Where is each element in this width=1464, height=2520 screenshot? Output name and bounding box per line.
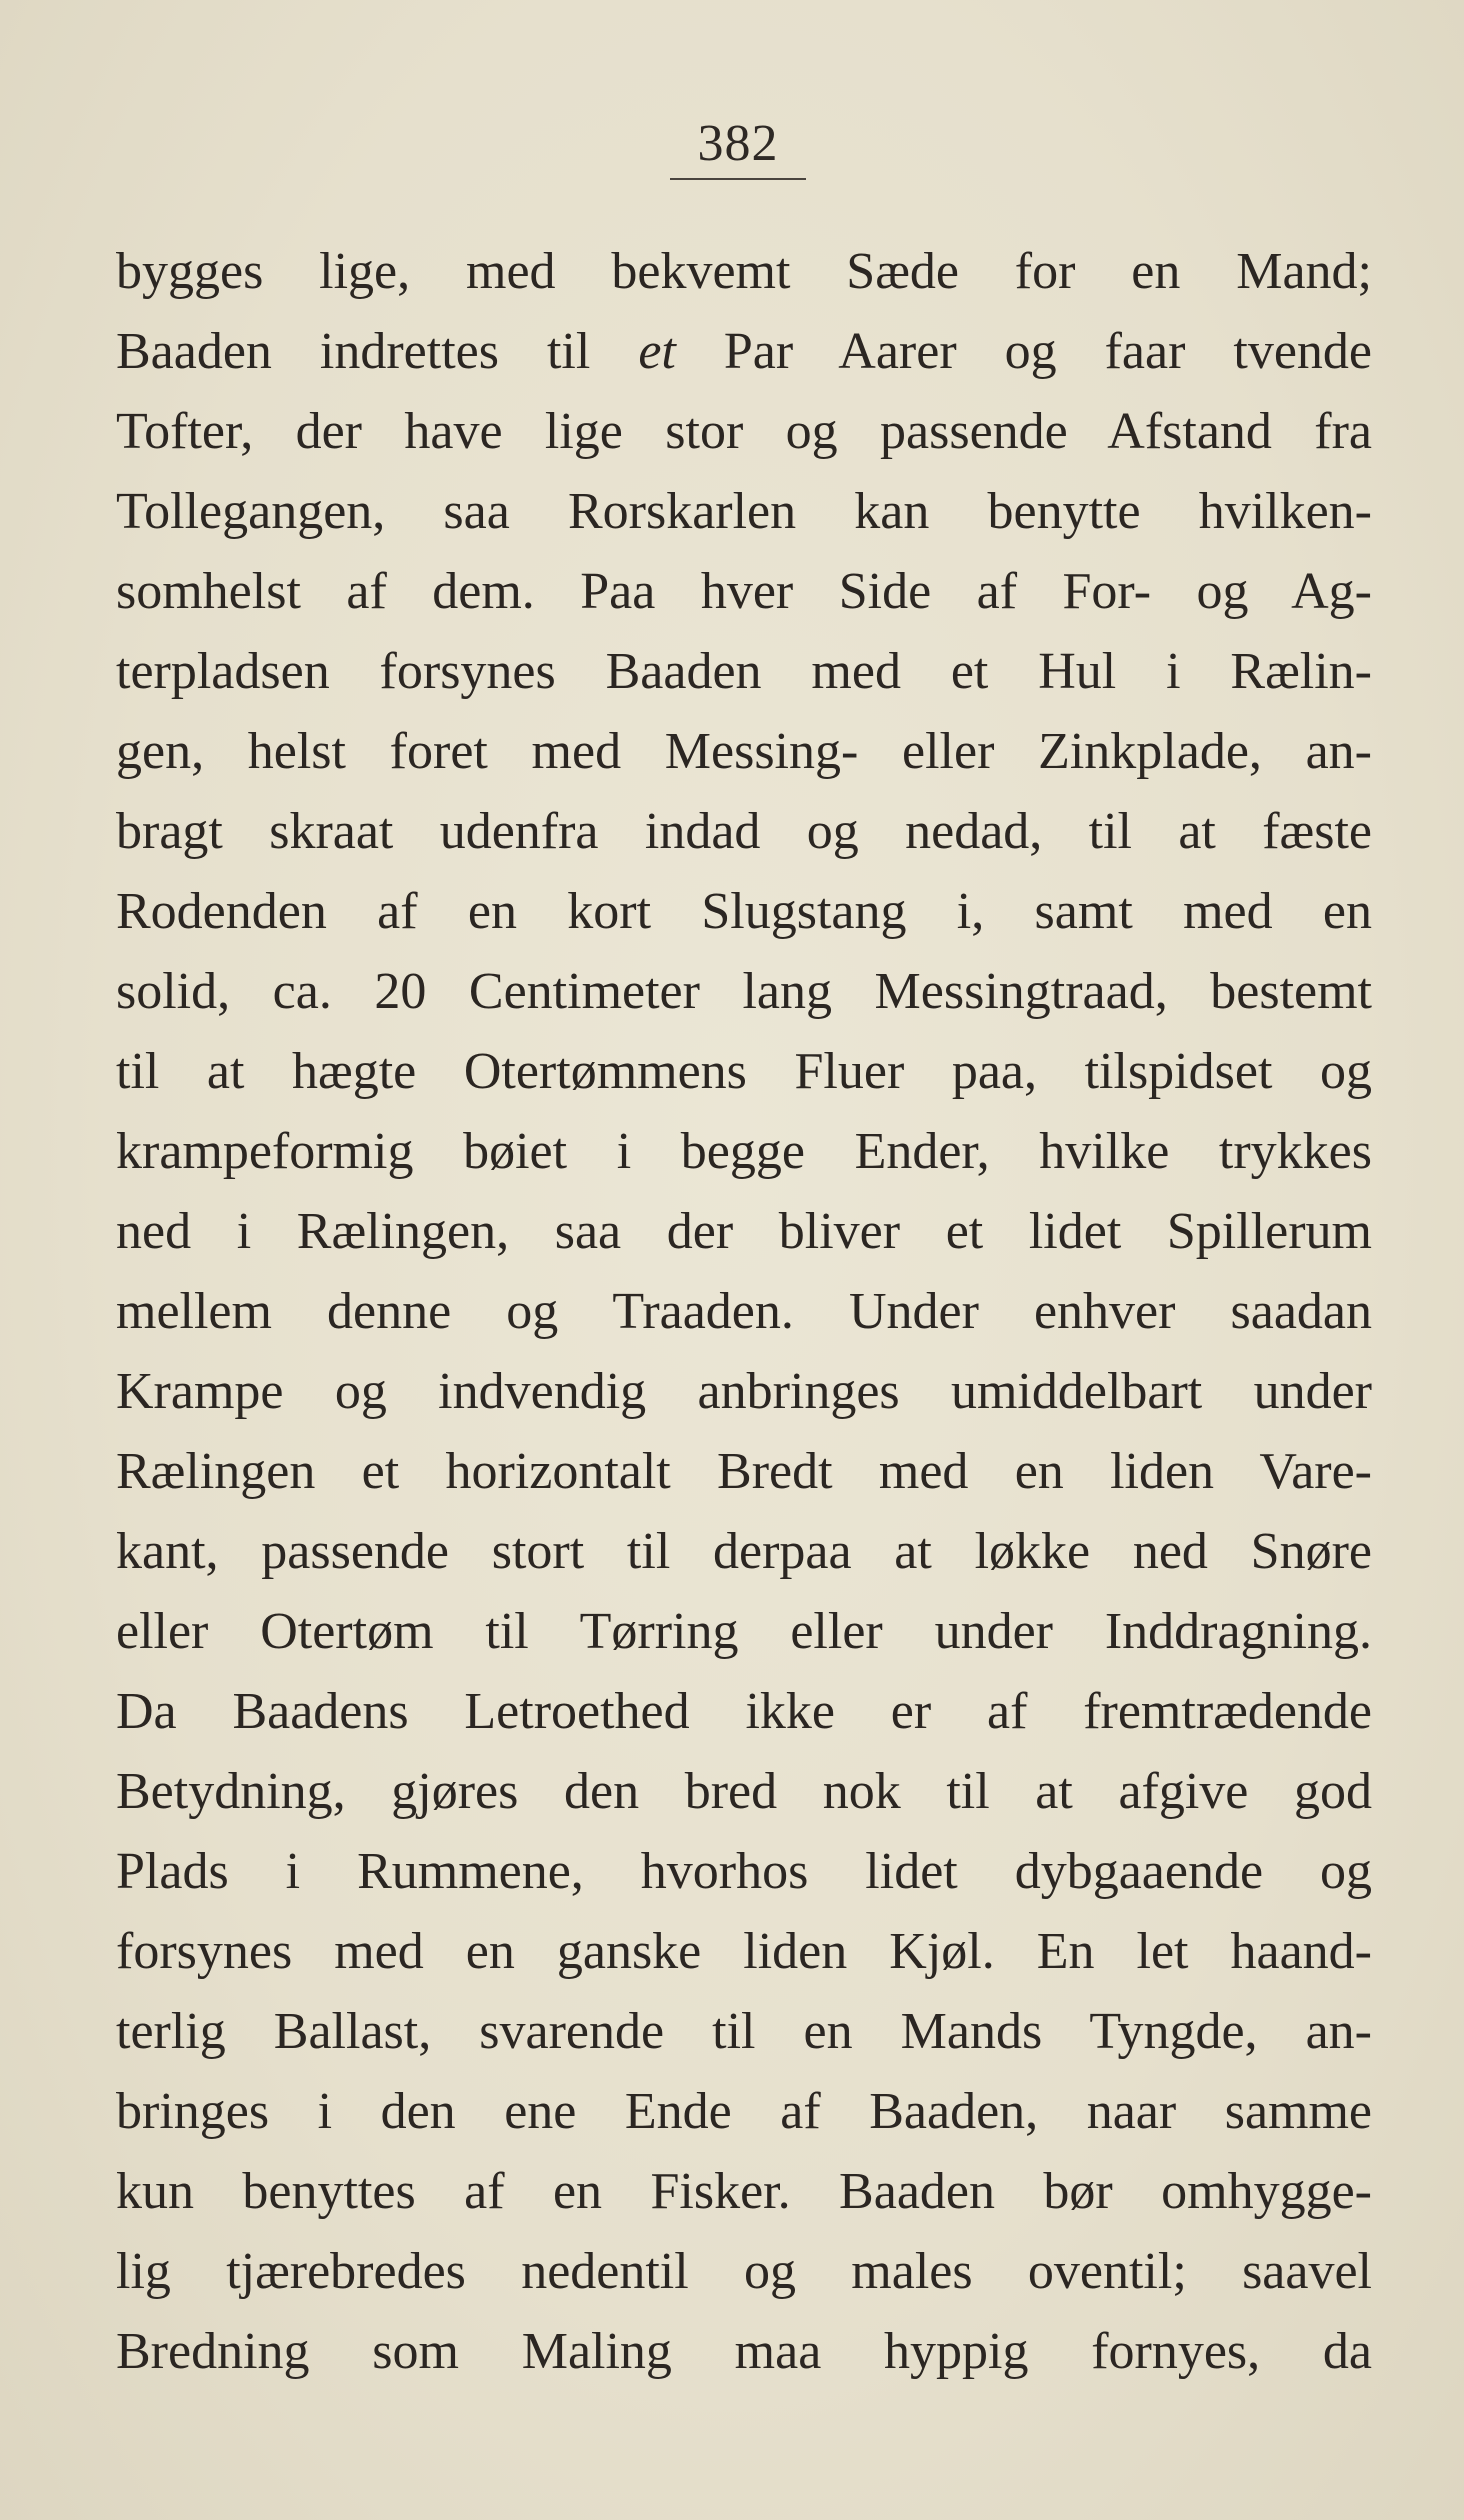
text-line: kun benyttes af en Fisker. Baaden bør omhygge- <box>116 2163 1372 2220</box>
text-line: kant, passende stort til derpaa at løkke ned Snøre <box>116 1523 1372 1580</box>
text-segment: Baaden indrettes til <box>116 323 591 380</box>
text-line-with-italic <box>116 312 1372 392</box>
page-header <box>668 112 808 180</box>
text-line: Rælingen et horizontalt Bredt med en liden Vare- <box>116 1443 1372 1500</box>
page-number-rule <box>670 178 806 180</box>
text-line: bringes i den ene Ende af Baaden, naar samme <box>116 2083 1372 2140</box>
text-line: Rodenden af en kort Slugstang i, samt med en <box>116 883 1372 940</box>
text-line: til at hægte Otertømmens Fluer paa, tilspidset og <box>116 1043 1372 1100</box>
text-line: eller Otertøm til Tørring eller under Inddragning. <box>116 1603 1372 1660</box>
text-line: forsynes med en ganske liden Kjøl. En let haand- <box>116 1923 1372 1980</box>
text-line: terlig Ballast, svarende til en Mands Tyngde, an- <box>116 2003 1372 2060</box>
body-text <box>116 232 1372 2392</box>
italic-word: et <box>638 323 676 380</box>
text-line: Krampe og indvendig anbringes umiddelbart under <box>116 1363 1372 1420</box>
text-line: Tollegangen, saa Rorskarlen kan benytte hvilken- <box>116 483 1372 540</box>
text-line: Bredning som Maling maa hyppig fornyes, da <box>116 2323 1372 2380</box>
text-line: ned i Rælingen, saa der bliver et lidet Spillerum <box>116 1203 1372 1260</box>
text-line: krampeformig bøiet i begge Ender, hvilke trykkes <box>116 1123 1372 1180</box>
text-line: Betydning, gjøres den bred nok til at afgive god <box>116 1763 1372 1820</box>
text-line: somhelst af dem. Paa hver Side af For- og Ag- <box>116 563 1372 620</box>
text-line: Tofter, der have lige stor og passende Afstand fra <box>116 403 1372 460</box>
text-line: gen, helst foret med Messing- eller Zinkplade, an- <box>116 723 1372 780</box>
text-line: bygges lige, med bekvemt Sæde for en Mand; <box>116 243 1372 300</box>
text-line: Da Baadens Letroethed ikke er af fremtrædende <box>116 1683 1372 1740</box>
text-line: solid, ca. 20 Centimeter lang Messingtraad, bestemt <box>116 963 1372 1020</box>
page-number: 382 <box>697 115 779 172</box>
text-line: lig tjærebredes nedentil og males oventil; saavel <box>116 2243 1372 2300</box>
text-line: bragt skraat udenfra indad og nedad, til at fæste <box>116 803 1372 860</box>
text-segment: Par Aarer og faar tvende <box>723 323 1373 380</box>
text-line: terpladsen forsynes Baaden med et Hul i Rælin- <box>116 643 1372 700</box>
text-line: Plads i Rummene, hvorhos lidet dybgaaende og <box>116 1843 1372 1900</box>
text-line: mellem denne og Traaden. Under enhver saadan <box>116 1283 1372 1340</box>
